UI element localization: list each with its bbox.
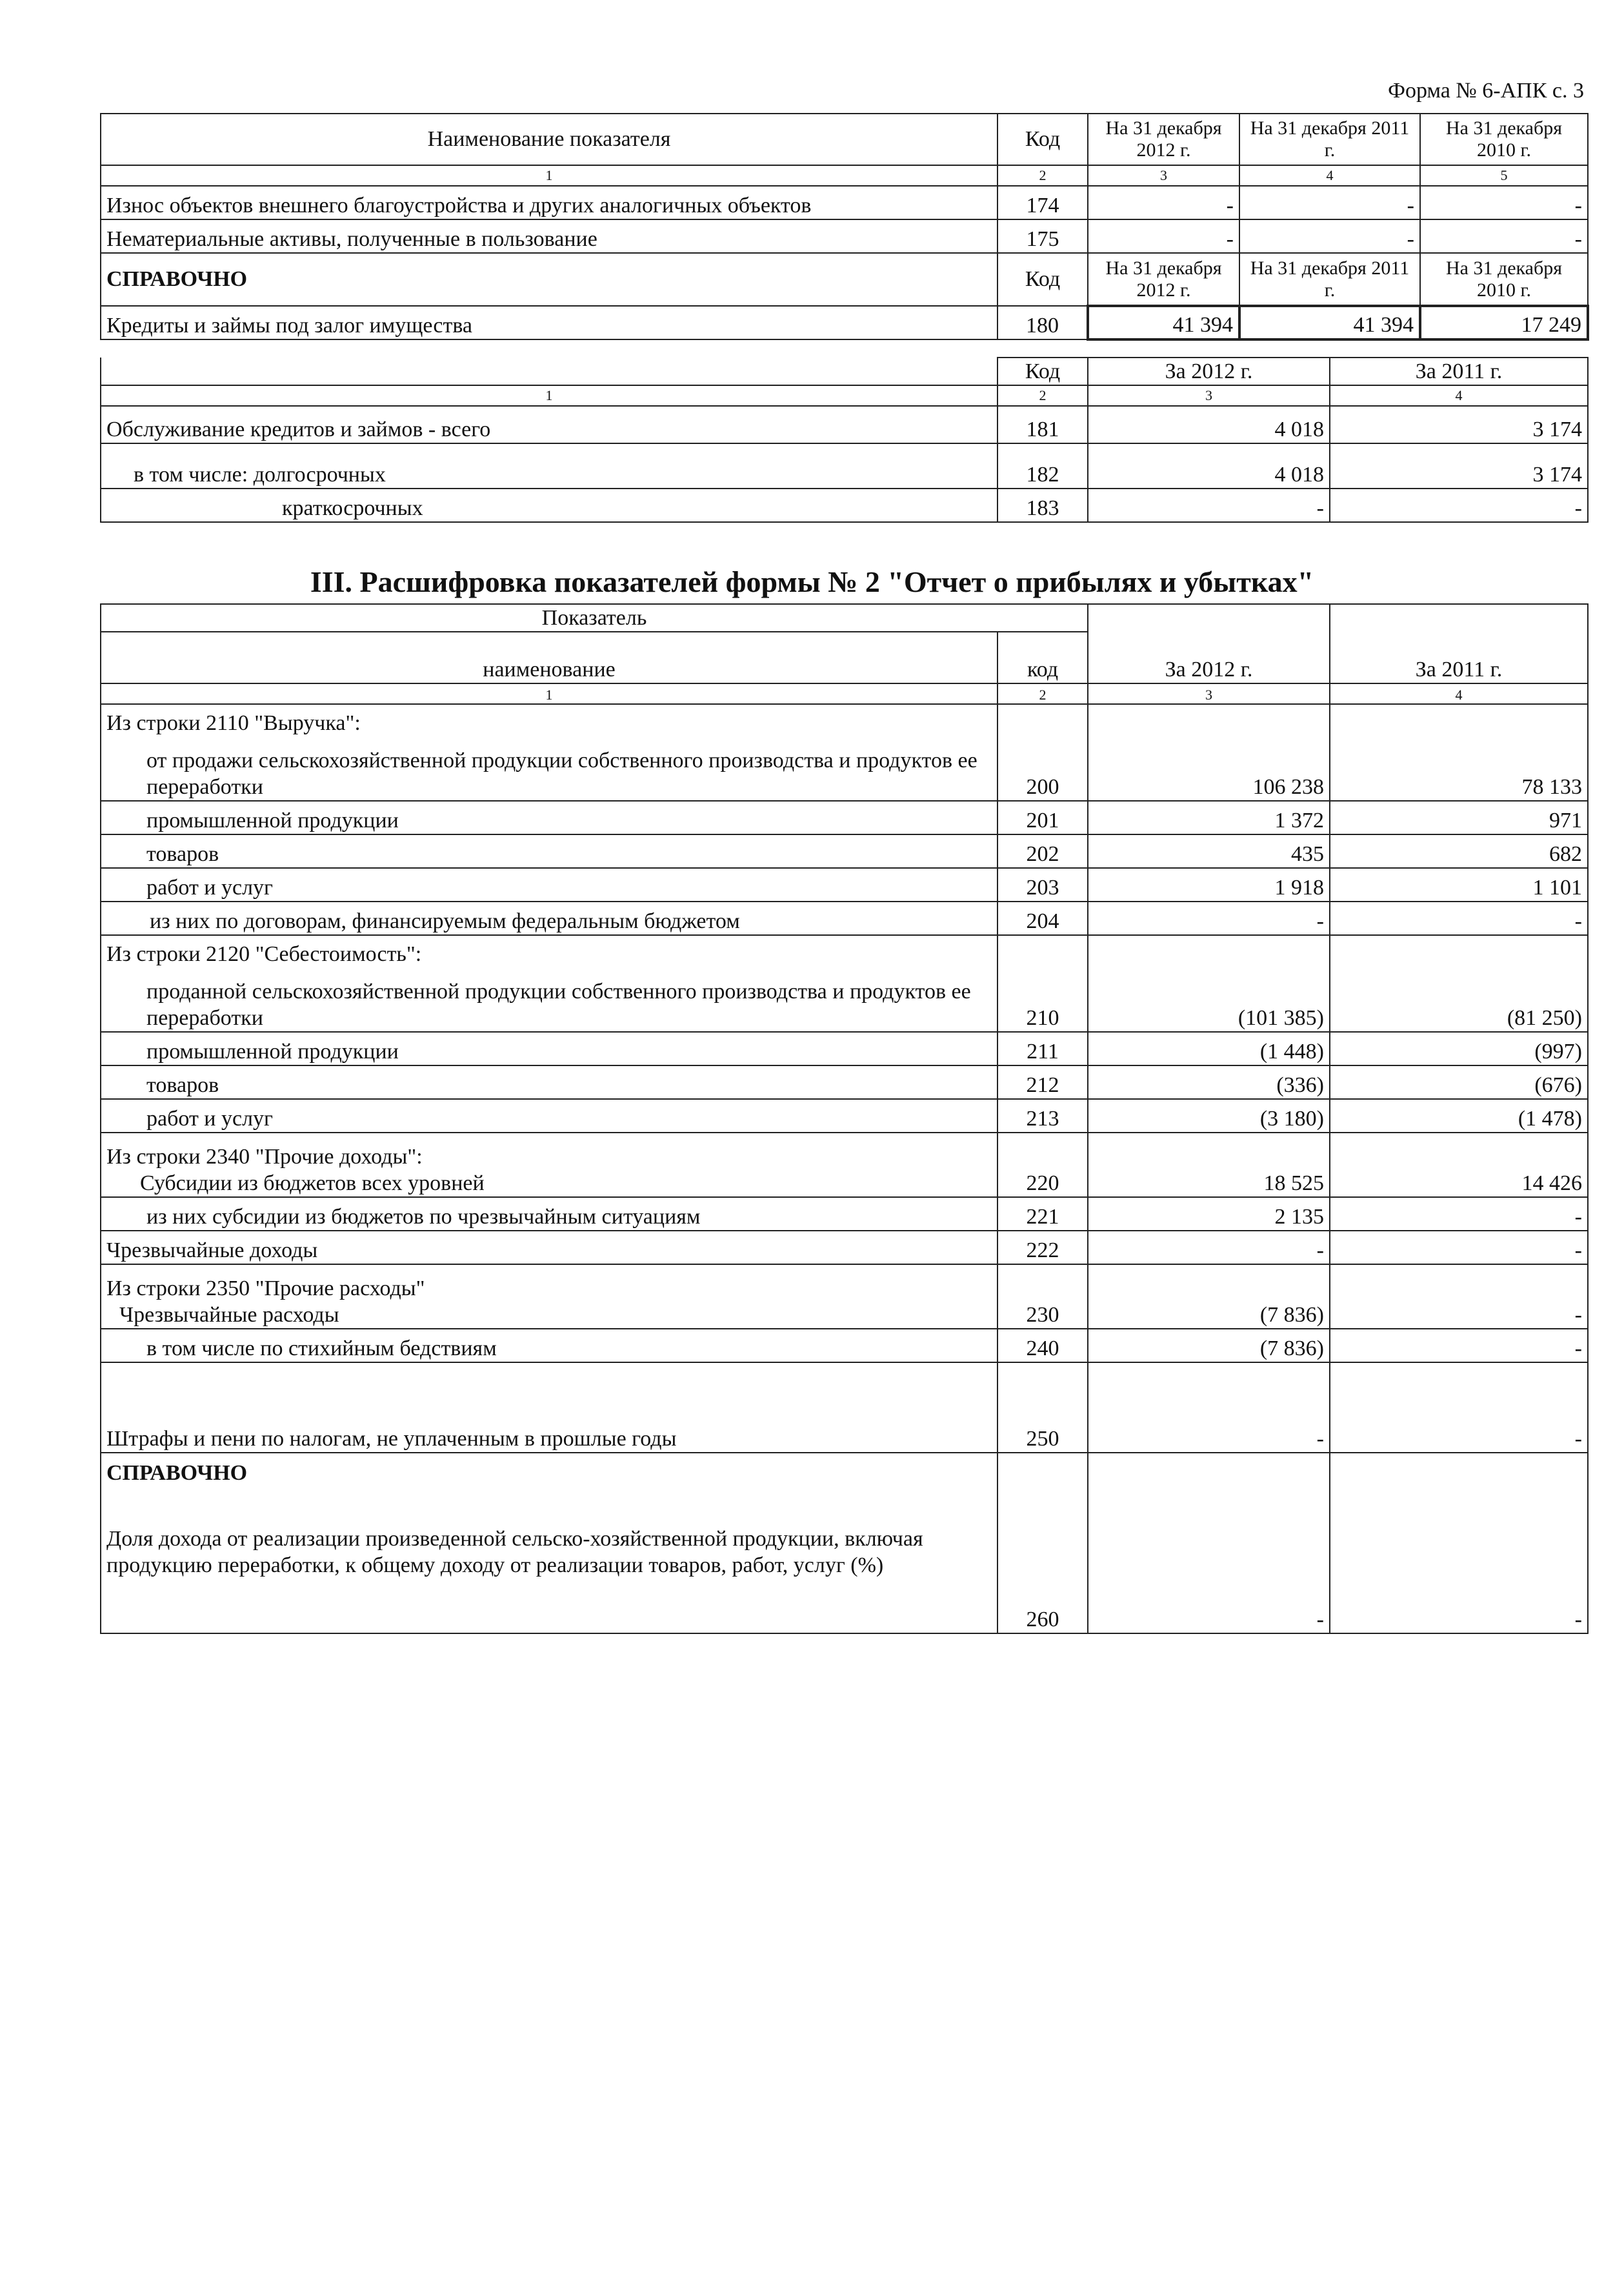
col-index: 1 bbox=[101, 683, 997, 704]
table-row bbox=[101, 1133, 1588, 1197]
reference-label: СПРАВОЧНО bbox=[106, 1461, 248, 1486]
row-code: 210 bbox=[997, 967, 1088, 1032]
row-code: 250 bbox=[997, 1362, 1088, 1453]
row-name bbox=[101, 1133, 997, 1197]
col-header-2011: На 31 декабря 2011 г. bbox=[1239, 253, 1420, 306]
row-name: Из строки 2120 "Себестоимость": bbox=[101, 935, 997, 967]
row-code: 222 bbox=[997, 1231, 1088, 1264]
row-value-2012: (7 836) bbox=[1088, 1329, 1330, 1362]
row-name: Штрафы и пени по налогам, не уплаченным в прошлые годы bbox=[101, 1362, 997, 1453]
row-value-2011: - bbox=[1330, 1264, 1588, 1329]
row-value-2011: (1 478) bbox=[1330, 1099, 1588, 1133]
row-value-2012 bbox=[1088, 704, 1330, 736]
row-name: проданной сельскохозяйственной продукции собственного производства и продуктов ее переработки bbox=[101, 967, 997, 1032]
table-row bbox=[101, 1197, 1588, 1231]
row-value-2012 bbox=[1088, 935, 1330, 967]
row-value-2010: - bbox=[1420, 219, 1588, 253]
col-header-code: Код bbox=[997, 114, 1088, 165]
blank-cell bbox=[101, 358, 997, 385]
row-code: 174 bbox=[997, 186, 1088, 219]
row-value-2011: - bbox=[1239, 219, 1420, 253]
col-index: 1 bbox=[101, 385, 997, 406]
row-name: товаров bbox=[101, 1065, 997, 1099]
table-row bbox=[101, 186, 1588, 219]
row-value-2012: 4 018 bbox=[1088, 406, 1330, 443]
table-row bbox=[101, 935, 1588, 967]
row-value-2010: 17 249 bbox=[1420, 306, 1588, 339]
row-code bbox=[997, 935, 1088, 967]
table-row bbox=[101, 1453, 1588, 1633]
row-code: 260 bbox=[997, 1453, 1088, 1633]
row-name: работ и услуг bbox=[101, 1099, 997, 1133]
table-row bbox=[101, 219, 1588, 253]
col-header-code: код bbox=[997, 632, 1088, 683]
table-row bbox=[101, 1362, 1588, 1453]
reference-label: СПРАВОЧНО bbox=[101, 253, 997, 306]
table-row bbox=[101, 967, 1588, 1032]
table-income-breakdown bbox=[100, 603, 1589, 1634]
table-row bbox=[101, 1099, 1588, 1133]
row-value-2012: - bbox=[1088, 1453, 1330, 1633]
row-value-2011: 14 426 bbox=[1330, 1133, 1588, 1197]
col-header-name: наименование bbox=[101, 632, 997, 683]
table-row bbox=[101, 1065, 1588, 1099]
table-row bbox=[101, 1329, 1588, 1362]
row-value-2011: - bbox=[1330, 902, 1588, 935]
row-value-2012: 2 135 bbox=[1088, 1197, 1330, 1231]
table-row bbox=[101, 406, 1588, 443]
row-code: 240 bbox=[997, 1329, 1088, 1362]
row-name-text: из них по договорам, финансируемым федеральным бюджетом bbox=[150, 909, 740, 933]
col-header-indicator: Показатель bbox=[101, 604, 1088, 632]
col-header-2011: За 2011 г. bbox=[1330, 358, 1588, 385]
row-value-2011: 971 bbox=[1330, 801, 1588, 834]
col-index: 4 bbox=[1330, 683, 1588, 704]
form-label: Форма № 6-АПК с. 3 bbox=[1388, 79, 1584, 103]
row-name: промышленной продукции bbox=[101, 801, 997, 834]
row-name: от продажи сельскохозяйственной продукции собственного производства и продуктов ее переработки bbox=[101, 736, 997, 801]
table-row bbox=[101, 489, 1588, 522]
row-code: 230 bbox=[997, 1264, 1088, 1329]
col-index: 2 bbox=[997, 385, 1088, 406]
col-header-2012: За 2012 г. bbox=[1088, 604, 1330, 683]
row-name: Нематериальные активы, полученные в пользование bbox=[101, 219, 997, 253]
row-value-2012: 435 bbox=[1088, 834, 1330, 868]
row-code: 204 bbox=[997, 902, 1088, 935]
row-value-2011: 78 133 bbox=[1330, 736, 1588, 801]
row-value-2011: (997) bbox=[1330, 1032, 1588, 1065]
col-header-code: Код bbox=[997, 253, 1088, 306]
table-row bbox=[101, 1264, 1588, 1329]
row-code: 201 bbox=[997, 801, 1088, 834]
row-code: 212 bbox=[997, 1065, 1088, 1099]
row-name: товаров bbox=[101, 834, 997, 868]
table-row bbox=[101, 1032, 1588, 1065]
row-value-2011: (81 250) bbox=[1330, 967, 1588, 1032]
row-value-2012: 1 372 bbox=[1088, 801, 1330, 834]
row-sub-label: Субсидии из бюджетов всех уровней bbox=[140, 1171, 485, 1195]
row-value-2011: - bbox=[1239, 186, 1420, 219]
col-header-name: Наименование показателя bbox=[101, 114, 997, 165]
row-value-2012: (3 180) bbox=[1088, 1099, 1330, 1133]
row-code: 221 bbox=[997, 1197, 1088, 1231]
row-value-2012: (7 836) bbox=[1088, 1264, 1330, 1329]
row-sub-label: Доля дохода от реализации произведенной сельско-хозяйственной продукции, включая продукцию переработки, к общему доходу от реализации товаров, работ, услуг (%) bbox=[106, 1526, 923, 1578]
col-index: 2 bbox=[997, 165, 1088, 186]
section-title: III. Расшифровка показателей формы № 2 "Отчет о прибылях и убытках" bbox=[310, 565, 1314, 598]
row-name: Кредиты и займы под залог имущества bbox=[101, 306, 997, 339]
row-sub-label: Чрезвычайные расходы bbox=[119, 1303, 339, 1327]
row-value-2011 bbox=[1330, 704, 1588, 736]
row-code: 202 bbox=[997, 834, 1088, 868]
row-value-2012: 106 238 bbox=[1088, 736, 1330, 801]
row-value-2011: 1 101 bbox=[1330, 868, 1588, 902]
col-header-2011: За 2011 г. bbox=[1330, 604, 1588, 683]
table-row bbox=[101, 736, 1588, 801]
row-value-2011: - bbox=[1330, 1197, 1588, 1231]
row-value-2011: - bbox=[1330, 1329, 1588, 1362]
col-header-2010: На 31 декабря 2010 г. bbox=[1420, 253, 1588, 306]
row-value-2012: 41 394 bbox=[1088, 306, 1239, 339]
col-header-code: Код bbox=[997, 358, 1088, 385]
row-name: промышленной продукции bbox=[101, 1032, 997, 1065]
row-value-2012: - bbox=[1088, 1362, 1330, 1453]
row-code: 200 bbox=[997, 736, 1088, 801]
row-value-2012: (1 448) bbox=[1088, 1032, 1330, 1065]
table-balance-extra bbox=[100, 113, 1589, 341]
row-name: Из строки 2110 "Выручка": bbox=[101, 704, 997, 736]
row-code: 181 bbox=[997, 406, 1088, 443]
table-row bbox=[101, 704, 1588, 736]
row-name: из них субсидии из бюджетов по чрезвычайным ситуациям bbox=[101, 1197, 997, 1231]
col-header-2012: На 31 декабря 2012 г. bbox=[1088, 114, 1239, 165]
row-value-2012: 1 918 bbox=[1088, 868, 1330, 902]
row-value-2012: - bbox=[1088, 1231, 1330, 1264]
row-name bbox=[101, 902, 997, 935]
row-code: 180 bbox=[997, 306, 1088, 339]
row-value-2011: - bbox=[1330, 1231, 1588, 1264]
row-name: Чрезвычайные доходы bbox=[101, 1231, 997, 1264]
row-group-label: Из строки 2340 "Прочие доходы": bbox=[106, 1144, 423, 1169]
row-code: 183 bbox=[997, 489, 1088, 522]
row-code: 182 bbox=[997, 443, 1088, 489]
row-value-2012: - bbox=[1088, 489, 1330, 522]
row-code: 220 bbox=[997, 1133, 1088, 1197]
col-index: 3 bbox=[1088, 683, 1330, 704]
table-row bbox=[101, 1231, 1588, 1264]
row-code bbox=[997, 704, 1088, 736]
row-value-2012: 4 018 bbox=[1088, 443, 1330, 489]
row-name: краткосрочных bbox=[101, 489, 997, 522]
row-name bbox=[101, 1264, 997, 1329]
row-value-2011: - bbox=[1330, 489, 1588, 522]
row-value-2012: 18 525 bbox=[1088, 1133, 1330, 1197]
row-code: 203 bbox=[997, 868, 1088, 902]
row-group-label: Из строки 2350 "Прочие расходы" bbox=[106, 1276, 425, 1300]
col-index: 4 bbox=[1239, 165, 1420, 186]
col-index: 2 bbox=[997, 683, 1088, 704]
col-index: 4 bbox=[1330, 385, 1588, 406]
col-header-2012: За 2012 г. bbox=[1088, 358, 1330, 385]
row-value-2010: - bbox=[1420, 186, 1588, 219]
table-credit-service bbox=[100, 357, 1589, 523]
col-header-2012: На 31 декабря 2012 г. bbox=[1088, 253, 1239, 306]
table-row bbox=[101, 902, 1588, 935]
row-name: работ и услуг bbox=[101, 868, 997, 902]
table-row bbox=[101, 443, 1588, 489]
row-name: Обслуживание кредитов и займов - всего bbox=[101, 406, 997, 443]
col-index: 3 bbox=[1088, 385, 1330, 406]
row-code: 211 bbox=[997, 1032, 1088, 1065]
row-value-2012: - bbox=[1088, 902, 1330, 935]
row-value-2012: - bbox=[1088, 186, 1239, 219]
row-name bbox=[101, 1453, 997, 1633]
row-value-2012: (336) bbox=[1088, 1065, 1330, 1099]
col-index: 3 bbox=[1088, 165, 1239, 186]
row-code: 213 bbox=[997, 1099, 1088, 1133]
row-value-2011: (676) bbox=[1330, 1065, 1588, 1099]
row-value-2011: 3 174 bbox=[1330, 443, 1588, 489]
table-row bbox=[101, 868, 1588, 902]
row-code: 175 bbox=[997, 219, 1088, 253]
row-value-2012: (101 385) bbox=[1088, 967, 1330, 1032]
row-value-2011: - bbox=[1330, 1453, 1588, 1633]
row-value-2012: - bbox=[1088, 219, 1239, 253]
row-value-2011: 682 bbox=[1330, 834, 1588, 868]
row-value-2011: 41 394 bbox=[1239, 306, 1420, 339]
col-header-2010: На 31 декабря 2010 г. bbox=[1420, 114, 1588, 165]
row-value-2011: - bbox=[1330, 1362, 1588, 1453]
row-name: Износ объектов внешнего благоустройства и других аналогичных объектов bbox=[101, 186, 997, 219]
row-name: в том числе: долгосрочных bbox=[101, 443, 997, 489]
table-row bbox=[101, 306, 1588, 339]
row-value-2011: 3 174 bbox=[1330, 406, 1588, 443]
col-header-2011: На 31 декабря 2011 г. bbox=[1239, 114, 1420, 165]
row-name: в том числе по стихийным бедствиям bbox=[101, 1329, 997, 1362]
table-row bbox=[101, 801, 1588, 834]
col-index: 5 bbox=[1420, 165, 1588, 186]
col-index: 1 bbox=[101, 165, 997, 186]
table-row bbox=[101, 834, 1588, 868]
row-value-2011 bbox=[1330, 935, 1588, 967]
